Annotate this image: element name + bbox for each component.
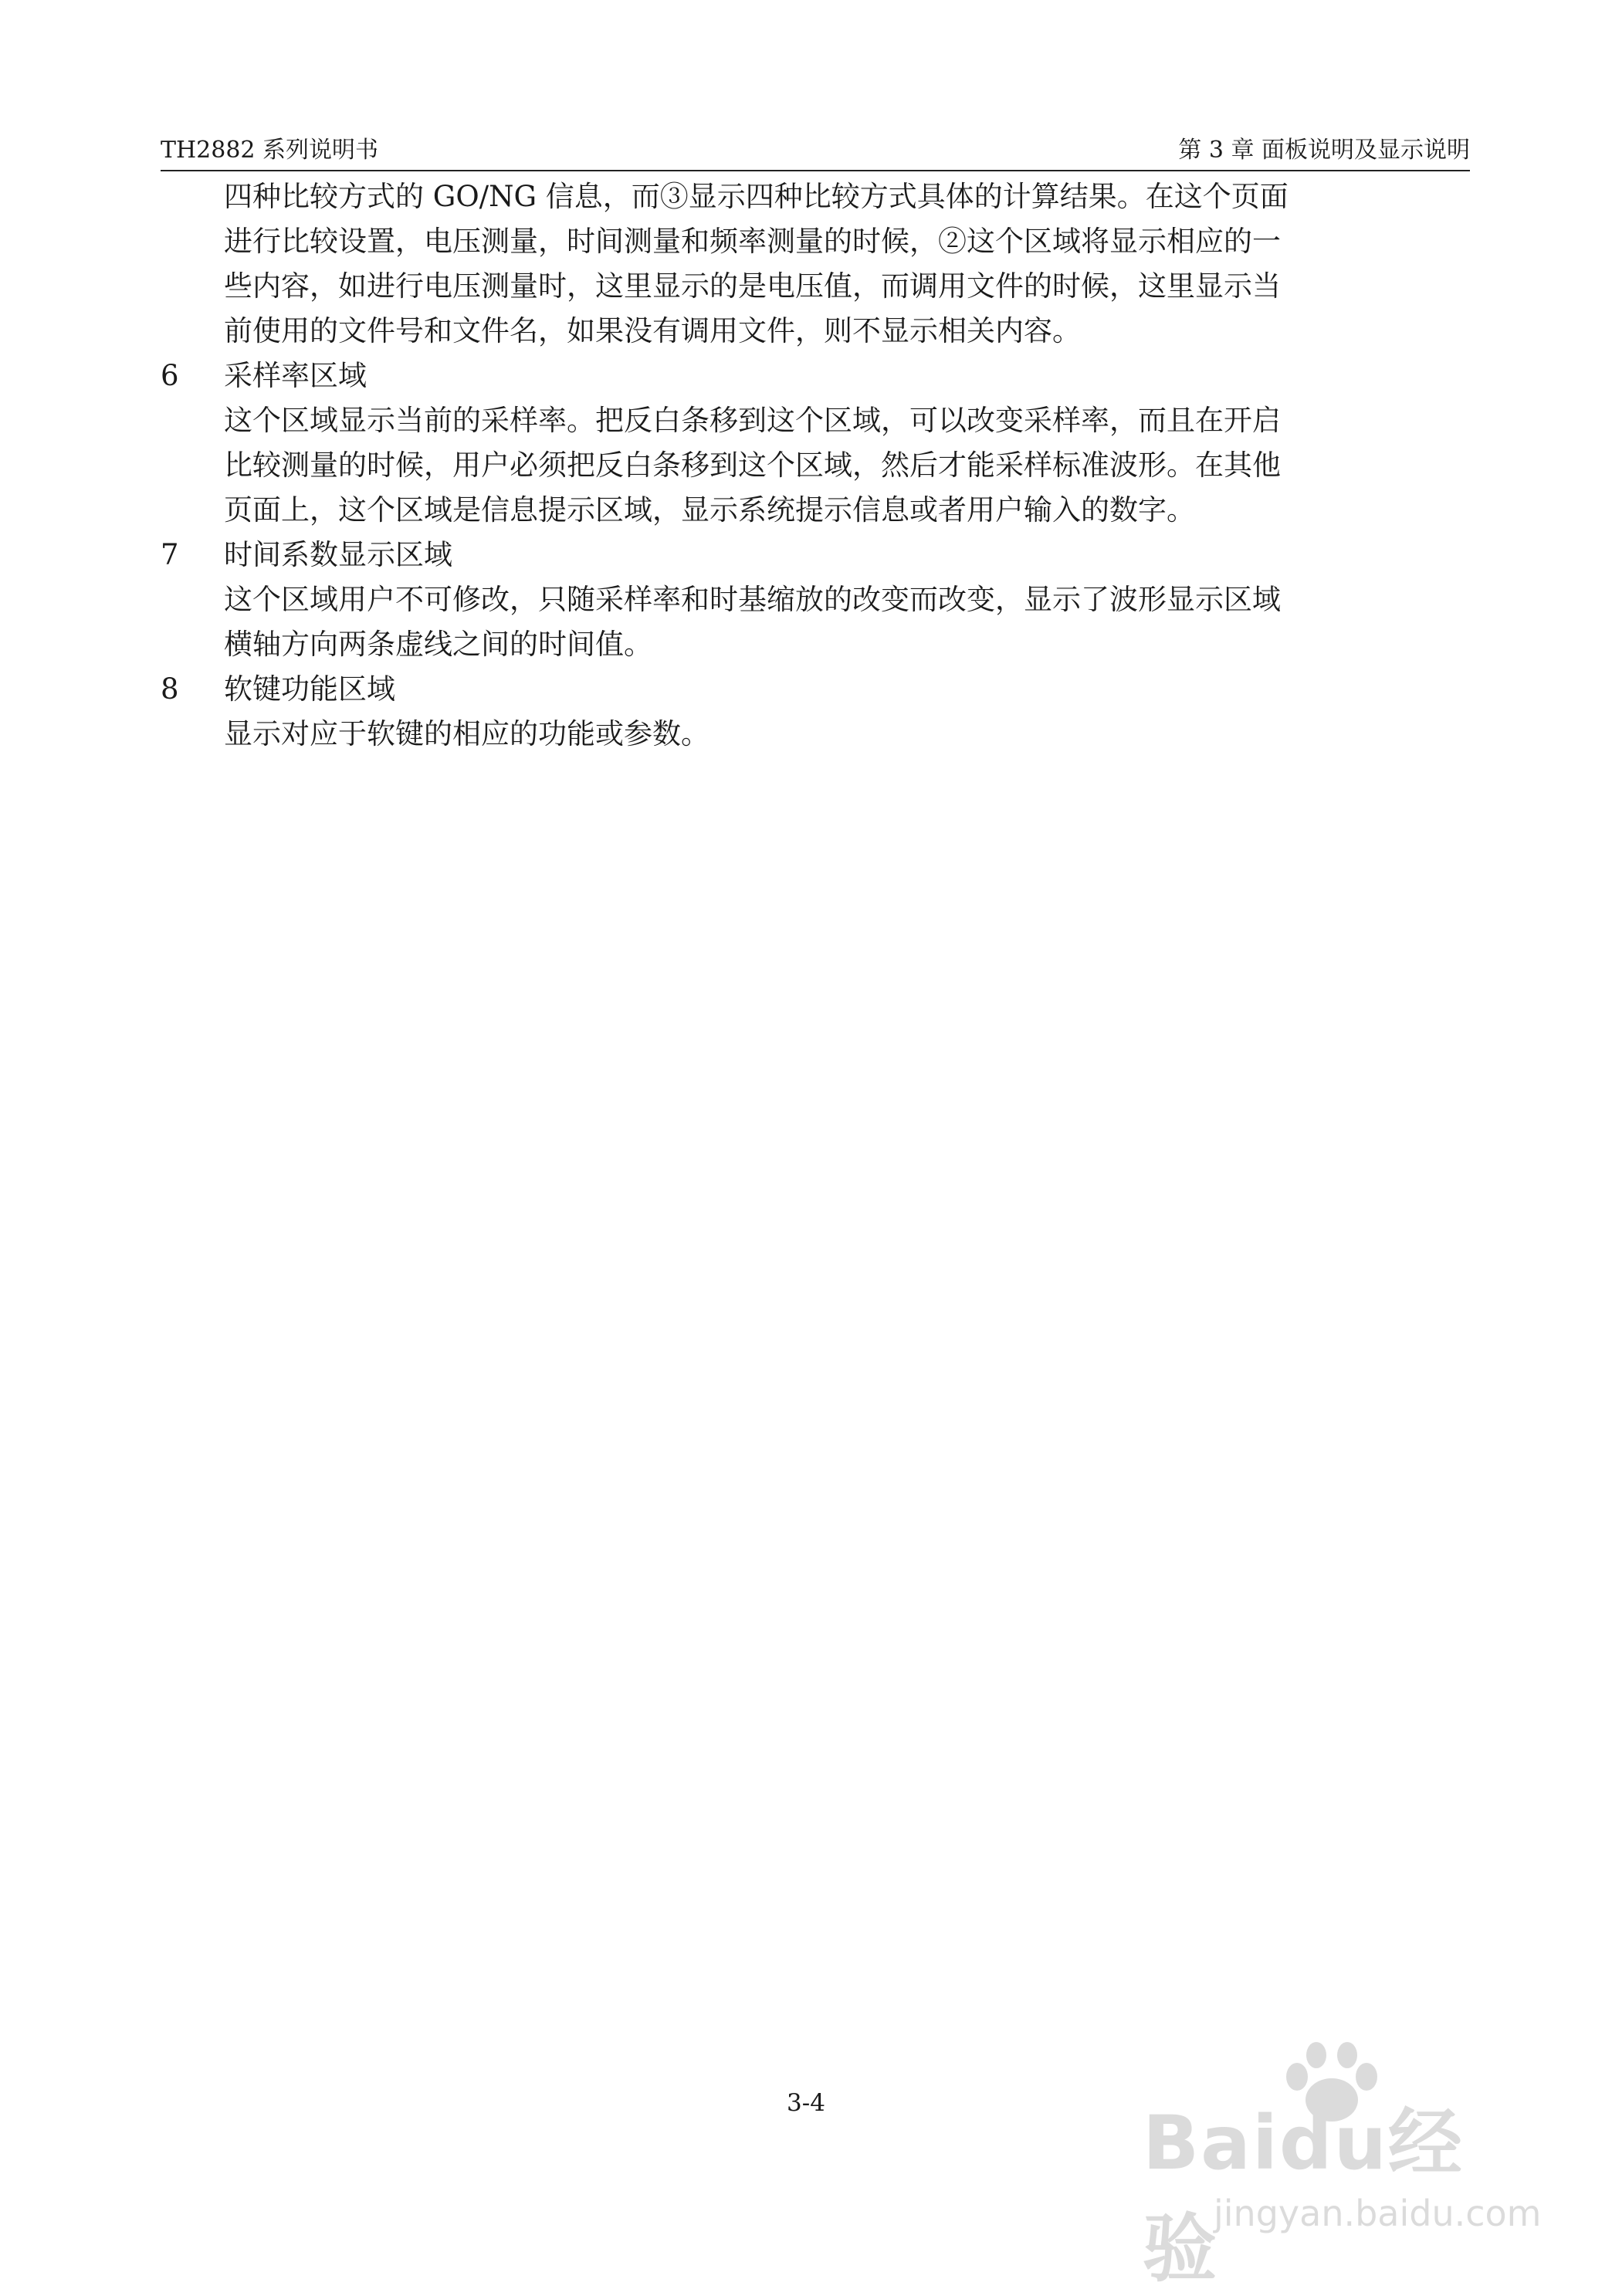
page-body: [161, 174, 1442, 757]
item-number: 7: [161, 538, 179, 571]
text-line: 这个区域用户不可修改，只随采样率和时基缩放的改变而改变，显示了波形显示区域: [224, 583, 1281, 616]
text-line: 些内容，如进行电压测量时，这里显示的是电压值，而调用文件的时候，这里显示当: [224, 269, 1281, 303]
list-item: [161, 533, 1442, 667]
text-line: 进行比较设置，电压测量，时间测量和频率测量的时候，②这个区域将显示相应的一: [224, 225, 1281, 258]
text-line: 页面上，这个区域是信息提示区域，显示系统提示信息或者用户输入的数字。: [224, 493, 1195, 527]
list-item: [161, 354, 1442, 533]
text-line: 前使用的文件号和文件名，如果没有调用文件，则不显示相关内容。: [224, 314, 1081, 347]
baidu-watermark: [1143, 2038, 1542, 2292]
page-header: [161, 137, 1470, 171]
list-item: [161, 667, 1442, 757]
page-number: 3-4: [787, 2089, 825, 2117]
item-number: 6: [161, 359, 179, 392]
text-line: 显示对应于软键的相应的功能或参数。: [224, 717, 709, 750]
text-line: 这个区域显示当前的采样率。把反白条移到这个区域，可以改变采样率，而且在开启: [224, 404, 1281, 437]
item-title: 时间系数显示区域: [224, 538, 452, 571]
text-line: 比较测量的时候，用户必须把反白条移到这个区域，然后才能采样标准波形。在其他: [224, 449, 1281, 482]
text-line: 四种比较方式的 GO/NG 信息，而③显示四种比较方式具体的计算结果。在这个页面: [224, 180, 1289, 213]
header-chapter-title: 第 3 章 面板说明及显示说明: [1178, 137, 1470, 164]
item-number: 8: [161, 672, 179, 706]
text-line: 横轴方向两条虚线之间的时间值。: [224, 628, 652, 661]
item-title: 软键功能区域: [224, 672, 395, 706]
watermark-logo-text: Baidu经验: [1143, 2100, 1464, 2292]
watermark-url-text: jingyan.baidu.com: [1214, 2193, 1542, 2234]
item-title: 采样率区域: [224, 359, 367, 392]
intro-paragraph: [161, 174, 1442, 354]
header-doc-title: TH2882 系列说明书: [161, 137, 379, 164]
